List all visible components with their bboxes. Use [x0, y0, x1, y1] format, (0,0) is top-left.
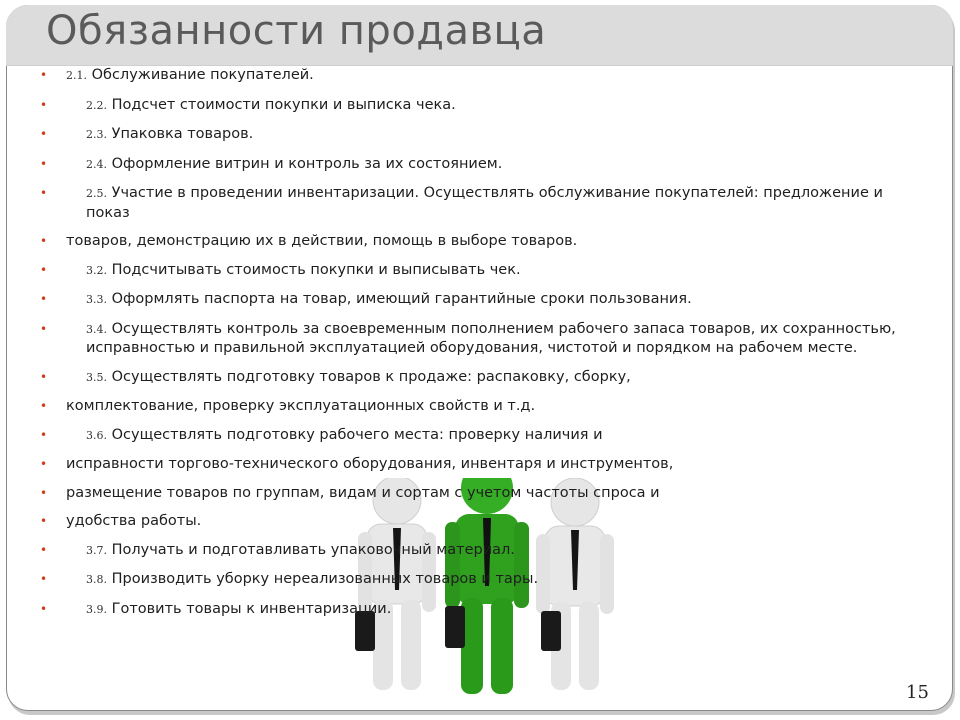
duty-item [40, 570, 920, 590]
duty-item [40, 290, 920, 310]
item-text: Осуществлять контроль за своевременным пополнением рабочего запаса товаров, их сохранностью, исправностью и правильной эксплуатацией оборудования, чистотой и порядком на рабочем месте. [86, 320, 896, 356]
item-number: 3.2. [86, 263, 107, 277]
bullet-icon: • [40, 321, 48, 336]
bullet-icon: • [40, 427, 48, 442]
bullet-icon: • [40, 262, 48, 277]
duty-item [40, 66, 920, 86]
page-number: 15 [906, 682, 929, 703]
duty-item [40, 232, 920, 251]
item-text: Готовить товары к инвентаризации. [111, 600, 392, 617]
item-number: 3.7. [86, 543, 107, 557]
duty-item [40, 320, 920, 358]
item-text: размещение товаров по группам, видам и сортам с учетом частоты спроса и [66, 484, 660, 501]
item-text: Обслуживание покупателей. [91, 67, 314, 83]
duties-list [40, 60, 920, 619]
item-text: Оформление витрин и контроль за их состоянием. [111, 155, 503, 172]
item-number: 3.5. [86, 370, 107, 384]
duty-item [40, 125, 920, 145]
bullet-icon: • [40, 127, 48, 141]
bullet-icon: • [40, 457, 48, 471]
item-text: исправности торгово-технического оборудования, инвентаря и инструментов, [66, 456, 674, 472]
item-text: комплектование, проверку эксплуатационных свойств и т.д. [66, 398, 536, 414]
item-number: 3.6. [86, 428, 107, 442]
duty-item [40, 455, 920, 474]
bullet-icon: • [40, 234, 48, 248]
duty-item [40, 155, 920, 175]
item-number: 2.2. [86, 98, 107, 112]
bullet-icon: • [40, 369, 48, 384]
item-text: Получать и подготавливать упаковочный материал. [111, 541, 515, 558]
duty-item [40, 426, 920, 446]
bullet-icon: • [40, 399, 48, 413]
item-number: 3.8. [86, 573, 107, 586]
item-text: Оформлять паспорта на товар, имеющий гарантийные сроки пользования. [111, 291, 692, 307]
item-number: 3.4. [86, 322, 107, 336]
duty-item [40, 512, 920, 531]
item-number: 3.3. [86, 293, 107, 306]
item-number: 3.9. [86, 602, 107, 616]
item-number: 2.5. [86, 187, 107, 200]
item-number: 2.4. [86, 157, 107, 171]
bullet-icon: • [40, 514, 48, 528]
bullet-icon: • [40, 156, 48, 171]
duty-item [40, 484, 920, 503]
item-text: Осуществлять подготовку рабочего места: проверку наличия и [111, 426, 603, 443]
item-text: удобства работы. [66, 513, 202, 529]
duty-item [40, 397, 920, 416]
item-text: Подсчитывать стоимость покупки и выписывать чек. [111, 261, 521, 278]
item-text: Производить уборку нереализованных товаров и тары. [111, 571, 539, 587]
item-number: 2.1. [66, 69, 87, 82]
item-text: Участие в проведении инвентаризации. Осуществлять обслуживание покупателей: предложение и показ [86, 185, 883, 221]
duty-item [40, 541, 920, 561]
bullet-icon: • [40, 68, 48, 82]
item-text: Подсчет стоимости покупки и выписка чека. [111, 96, 456, 113]
duty-item [40, 368, 920, 388]
bullet-icon: • [40, 186, 48, 200]
duty-item [40, 184, 920, 222]
duty-item [40, 600, 920, 620]
duty-item [40, 96, 920, 116]
bullet-icon: • [40, 542, 48, 557]
item-text: Упаковка товаров. [111, 126, 254, 142]
bullet-icon: • [40, 97, 48, 112]
item-text: товаров, демонстрацию их в действии, помощь в выборе товаров. [66, 233, 578, 249]
bullet-icon: • [40, 601, 48, 616]
duty-item [40, 261, 920, 281]
bullet-icon: • [40, 572, 48, 586]
item-number: 2.3. [86, 128, 107, 141]
bullet-icon: • [40, 485, 48, 500]
slide-title: Обязанности продавца [46, 8, 547, 54]
item-text: Осуществлять подготовку товаров к продаже: распаковку, сборку, [111, 368, 631, 385]
bullet-icon: • [40, 292, 48, 306]
